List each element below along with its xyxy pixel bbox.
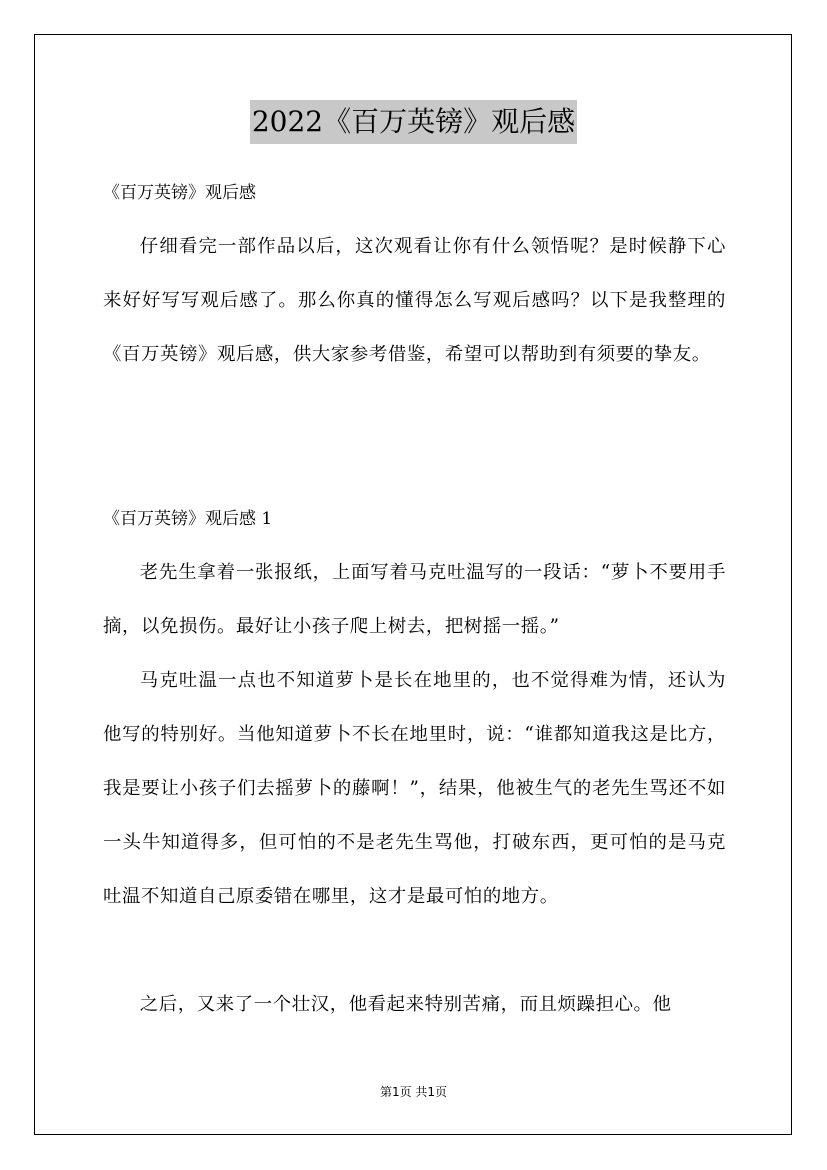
document-title-text: 2022《百万英镑》观后感: [250, 100, 577, 144]
body-paragraph: 马克吐温一点也不知道萝卜是长在地里的，也不觉得难为情，还认为他写的特别好。当他知道萝卜不长在地里时，说：“谁都知道我这是比方，我是要让小孩子们去摇萝卜的藤啊！”，结果，他被生气的老先生骂还不如一头牛知道得多，但可怕的不是老先生骂他，打破东西，更可怕的是马克吐温不知道自己原委错在哪里，这才是最可怕的地方。: [103, 670, 726, 907]
intro-heading: 《百万英镑》观后感: [103, 183, 256, 203]
section-heading: 《百万英镑》观后感 1: [103, 509, 273, 529]
document-title: [0, 100, 827, 144]
intro-paragraph: 仔细看完一部作品以后，这次观看让你有什么领悟呢？是时候静下心来好好写写观后感了。那么你真的懂得怎么写观后感吗？以下是我整理的《百万英镑》观后感，供大家参考借鉴，希望可以帮助到有须要的挚友。: [103, 236, 726, 365]
body-paragraph: 老先生拿着一张报纸，上面写着马克吐温写的一段话：“萝卜不要用手摘，以免损伤。最好让小孩子爬上树去，把树摇一摇。”: [103, 562, 726, 637]
body-paragraph: 之后，又来了一个壮汉，他看起来特别苦痛，而且烦躁担心。他: [139, 994, 672, 1015]
page-footer: 第1页 共1页: [379, 1085, 448, 1099]
